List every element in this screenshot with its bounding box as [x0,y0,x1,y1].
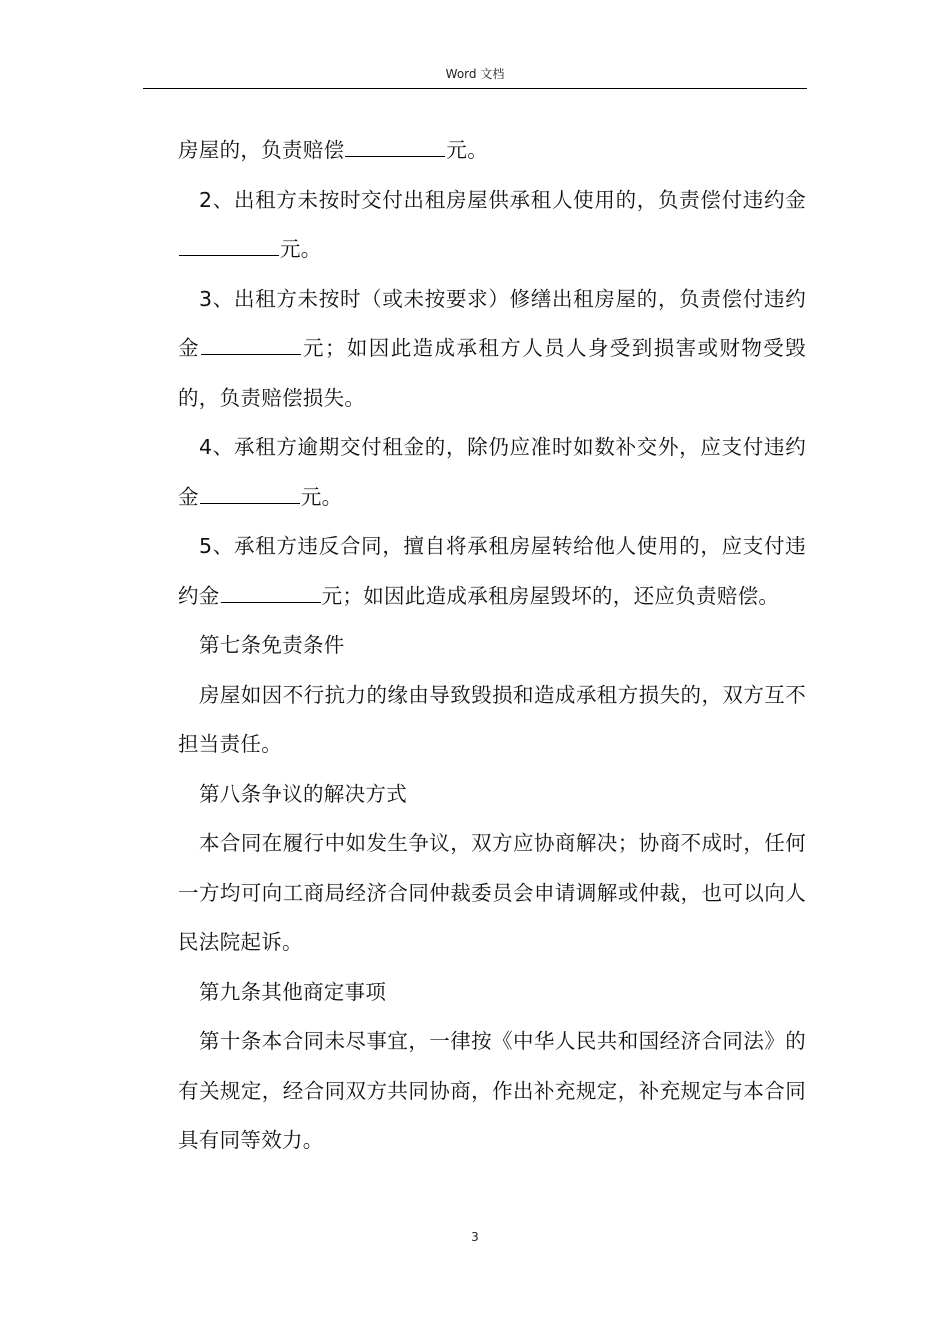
page-number: 3 [471,1230,479,1244]
paragraph-text: 2、出租方未按时交付出租房屋供承租人使用的，负责偿付违约金 [199,187,806,212]
paragraph-text: 元。 [300,484,343,509]
paragraph-text: 第七条免责条件 [199,633,345,657]
fill-in-blank [201,336,301,355]
paragraph-text: 元；如因此造成承租方人员人身受到损害或财物受毁的，负责赔偿损失。 [178,336,806,410]
paragraph-text: 元。 [280,237,322,261]
paragraph-3 [178,275,806,424]
fill-in-blank [221,584,321,603]
page-header: Word 文档 [445,67,505,81]
section-heading-7 [178,621,806,671]
paragraph-text: 第九条其他商定事项 [199,979,387,1004]
paragraph-5 [178,522,806,621]
fill-in-blank [345,138,445,157]
paragraph-4 [178,423,806,522]
paragraph-text: 元；如因此造成承租房屋毁坏的，还应负责赔偿。 [321,583,780,608]
paragraph-text: 房屋如因不行抗力的缘由导致毁损和造成承租方损失的，双方互不担当责任。 [178,682,806,756]
section-heading-10 [178,1017,806,1166]
paragraph-text: 第八条争议的解决方式 [199,781,407,806]
paragraph-text: 本合同在履行中如发生争议，双方应协商解决；协商不成时，任何一方均可向工商局经济合同仲裁委员会申请调解或仲裁，也可以向人民法院起诉。 [178,831,806,954]
paragraph-text: 第十条本合同未尽事宜，一律按《中华人民共和国经济合同法》的有关规定，经合同双方共同协商，作出补充规定，补充规定与本合同具有同等效力。 [178,1029,806,1152]
document-body [178,126,806,1166]
paragraph-6 [178,671,806,770]
paragraph-text: 5、承租方违反合同，擅自将承租房屋转给他人使用的，应支付违约金 [178,534,806,608]
paragraph-text: 房屋的，负责赔偿 [178,138,345,162]
paragraph-text: 3、出租方未按时（或未按要求）修缮出租房屋的，负责偿付违约金 [178,286,806,360]
paragraph-text: 元。 [446,138,489,162]
paragraph-7 [178,819,806,968]
section-heading-9 [178,968,806,1018]
paragraph-text: 4、承租方逾期交付租金的，除仍应准时如数补交外，应支付违约金 [178,435,806,509]
section-heading-8 [178,770,806,820]
paragraph-1 [178,126,806,176]
header-rule [143,88,807,89]
fill-in-blank [200,485,300,504]
fill-in-blank [179,237,279,256]
paragraph-2 [178,176,806,275]
